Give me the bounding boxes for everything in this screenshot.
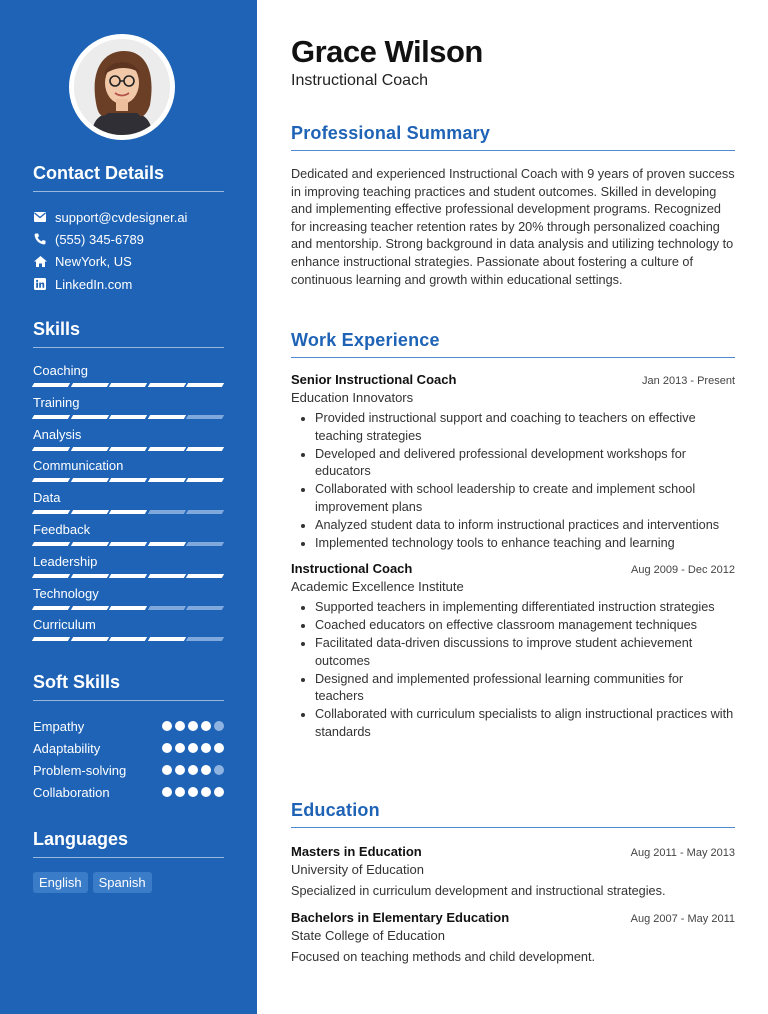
skill-segment-filled	[32, 415, 70, 419]
degree-dates: Aug 2007 - May 2011	[630, 913, 735, 925]
skill-segment-filled	[70, 510, 108, 514]
skill-segment-filled	[70, 637, 108, 641]
skill-name: Training	[33, 394, 80, 410]
skill-segment-filled	[186, 478, 224, 482]
skill-segment-filled	[109, 606, 147, 610]
rating-dot-filled	[162, 765, 172, 775]
degree-title: Masters in Education	[291, 844, 422, 859]
soft-skill-name: Collaboration	[33, 784, 110, 800]
language-pill: Spanish	[93, 872, 152, 893]
skill-segment-empty	[186, 637, 224, 641]
skill-row	[33, 609, 224, 641]
contact-list	[33, 206, 224, 295]
rating-dot-filled	[214, 743, 224, 753]
school-name: State College of Education	[291, 928, 445, 943]
education-heading: Education	[291, 800, 735, 828]
skill-segment-filled	[70, 383, 108, 387]
skill-name: Analysis	[33, 426, 82, 442]
skill-segment-filled	[32, 478, 70, 482]
soft-skill-rating	[162, 765, 224, 775]
skill-segment-filled	[109, 510, 147, 514]
skill-level-bar	[33, 574, 224, 578]
rating-dot-filled	[188, 765, 198, 775]
skill-segment-filled	[148, 542, 186, 546]
skill-name: Coaching	[33, 363, 88, 378]
job-bullet: • Collaborated with school leadership to create and implement school improvement plans	[315, 481, 735, 516]
sidebar	[0, 0, 257, 1014]
rating-dot-filled	[162, 721, 172, 731]
skill-segment-filled	[109, 542, 147, 546]
skill-segment-filled	[148, 574, 186, 578]
rating-dot-filled	[201, 787, 211, 797]
job-bullet: • Provided instructional support and coaching to teachers on effective teaching strategies	[315, 410, 735, 445]
skill-segment-filled	[32, 637, 70, 641]
rating-dot-empty	[214, 765, 224, 775]
skill-segment-filled	[109, 478, 147, 482]
education-entry	[291, 844, 735, 898]
soft-skill-row	[33, 759, 224, 781]
job-entry	[291, 372, 735, 553]
skill-segment-empty	[186, 542, 224, 546]
skill-segment-filled	[32, 574, 70, 578]
skill-segment-filled	[186, 383, 224, 387]
skill-level-bar	[33, 383, 224, 387]
job-title: Instructional Coach	[291, 560, 413, 576]
skill-level-bar	[33, 415, 224, 419]
education-entry	[291, 910, 735, 964]
summary-heading: Professional Summary	[291, 123, 735, 151]
degree-dates: Aug 2011 - May 2013	[630, 847, 735, 859]
person-portrait-icon	[74, 39, 170, 135]
soft-skill-rating	[162, 743, 224, 753]
skill-segment-filled	[148, 478, 186, 482]
job-bullet: • Coached educators on effective classroom management techniques	[315, 617, 735, 635]
rating-dot-filled	[175, 721, 185, 731]
job-bullet: • Developed and delivered professional development workshops for educators	[315, 446, 735, 481]
skill-row	[33, 387, 224, 419]
job-organization: Education Innovators	[291, 390, 414, 405]
summary-section	[291, 123, 735, 289]
skill-segment-filled	[148, 415, 186, 419]
rating-dot-filled	[188, 721, 198, 731]
contact-linkedin[interactable]	[33, 273, 224, 295]
skill-segment-filled	[32, 606, 70, 610]
rating-dot-filled	[175, 787, 185, 797]
skill-level-bar	[33, 606, 224, 610]
skill-segment-filled	[148, 637, 186, 641]
job-organization: Academic Excellence Institute	[291, 578, 464, 594]
soft-skills-list	[33, 715, 224, 803]
soft-skill-rating	[162, 787, 224, 797]
job-bullet: • Implemented technology tools to enhance teaching and learning	[315, 535, 735, 553]
contact-location	[33, 251, 224, 273]
home-icon	[33, 255, 47, 269]
skill-segment-filled	[70, 415, 108, 419]
skill-segment-filled	[32, 383, 70, 387]
skill-segment-filled	[32, 447, 70, 451]
job-title: Senior Instructional Coach	[291, 372, 457, 387]
skill-row	[33, 450, 224, 482]
soft-skill-row	[33, 781, 224, 803]
skill-level-bar	[33, 637, 224, 641]
rating-dot-filled	[162, 743, 172, 753]
skill-segment-empty	[148, 606, 186, 610]
rating-dot-filled	[201, 721, 211, 731]
profile-photo	[74, 39, 170, 135]
education-description: Specialized in curriculum development and instructional strategies.	[291, 884, 666, 898]
job-dates: Jan 2013 - Present	[642, 375, 735, 387]
skill-segment-filled	[148, 447, 186, 451]
avatar	[69, 34, 175, 140]
job-bullet: • Facilitated data-driven discussions to improve student achievement outcomes	[315, 635, 735, 670]
skill-segment-filled	[70, 478, 108, 482]
skill-level-bar	[33, 447, 224, 451]
rating-dot-empty	[214, 721, 224, 731]
skill-row	[33, 355, 224, 387]
skill-segment-filled	[109, 447, 147, 451]
soft-skill-row	[33, 737, 224, 759]
skill-level-bar	[33, 542, 224, 546]
soft-skills-section	[33, 672, 224, 803]
languages-list	[33, 872, 224, 893]
skill-segment-filled	[70, 447, 108, 451]
rating-dot-filled	[201, 743, 211, 753]
skill-row	[33, 578, 224, 610]
candidate-name: Grace Wilson	[291, 34, 483, 69]
skill-segment-filled	[70, 606, 108, 610]
skill-segment-filled	[109, 637, 147, 641]
language-pill: English	[33, 872, 88, 893]
skills-heading: Skills	[33, 319, 224, 348]
skill-segment-filled	[186, 574, 224, 578]
experience-heading: Work Experience	[291, 330, 735, 358]
skill-name: Data	[33, 490, 61, 506]
skill-name: Leadership	[33, 553, 98, 569]
rating-dot-filled	[175, 743, 185, 753]
rating-dot-filled	[162, 787, 172, 797]
summary-text: Dedicated and experienced Instructional Coach with 9 years of proven success in improving teaching practices and student outcomes. Skilled in developing and implementing effective professional development programs. Recognized for increasing teacher retention rates by 20% through personalized coaching and mentorship. Strong background in data analysis and utilizing technology to enhance instructional strategies. Passionate about fostering a culture of continuous learning and growth within educational settings.	[291, 167, 735, 287]
skill-row	[33, 482, 224, 514]
skill-segment-filled	[186, 447, 224, 451]
skill-row	[33, 514, 224, 546]
soft-skills-heading: Soft Skills	[33, 672, 224, 701]
skill-segment-empty	[186, 510, 224, 514]
skill-segment-empty	[186, 606, 224, 610]
soft-skill-name: Empathy	[33, 718, 85, 734]
job-dates: Aug 2009 - Dec 2012	[631, 563, 735, 576]
rating-dot-filled	[175, 765, 185, 775]
skill-level-bar	[33, 478, 224, 482]
job-bullets	[291, 599, 735, 742]
soft-skill-name: Adaptability	[33, 740, 101, 756]
contact-phone[interactable]	[33, 228, 224, 250]
rating-dot-filled	[188, 787, 198, 797]
skill-segment-filled	[70, 542, 108, 546]
school-name: University of Education	[291, 862, 424, 877]
skill-level-bar	[33, 510, 224, 514]
skill-segment-filled	[32, 510, 70, 514]
contact-phone-text: (555) 345-6789	[55, 231, 144, 247]
skill-segment-filled	[109, 383, 147, 387]
skill-segment-filled	[70, 574, 108, 578]
contact-heading: Contact Details	[33, 163, 224, 192]
skill-row	[33, 419, 224, 451]
languages-section	[33, 829, 224, 893]
skill-row	[33, 546, 224, 578]
experience-section	[291, 330, 735, 742]
skill-name: Communication	[33, 458, 124, 474]
job-bullet: • Collaborated with curriculum specialists to align instructional practices with standards	[315, 706, 735, 741]
rating-dot-filled	[214, 787, 224, 797]
skill-segment-filled	[32, 542, 70, 546]
skill-name: Curriculum	[33, 617, 96, 633]
candidate-title: Instructional Coach	[291, 72, 428, 89]
job-bullet: • Supported teachers in implementing differentiated instruction strategies	[315, 599, 735, 617]
skill-segment-empty	[148, 510, 186, 514]
skill-segment-empty	[186, 415, 224, 419]
contact-section	[33, 163, 224, 295]
skill-segment-filled	[109, 415, 147, 419]
education-section	[291, 800, 735, 964]
rating-dot-filled	[188, 743, 198, 753]
soft-skill-name: Problem-solving	[33, 762, 127, 778]
skill-segment-filled	[109, 574, 147, 578]
skill-name: Technology	[33, 585, 99, 601]
skills-list	[33, 355, 224, 641]
skill-segment-filled	[148, 383, 186, 387]
languages-heading: Languages	[33, 829, 224, 858]
job-bullets	[291, 410, 735, 553]
education-description: Focused on teaching methods and child development.	[291, 950, 595, 964]
contact-email[interactable]	[33, 206, 224, 228]
job-entry	[291, 561, 735, 742]
linkedin-icon	[33, 277, 47, 291]
rating-dot-filled	[201, 765, 211, 775]
skill-name: Feedback	[33, 521, 91, 537]
envelope-icon	[33, 210, 47, 224]
phone-icon	[33, 232, 47, 246]
contact-linkedin-text: LinkedIn.com	[55, 276, 133, 292]
contact-email-text: support@cvdesigner.ai	[55, 209, 188, 225]
contact-location-text: NewYork, US	[55, 254, 132, 270]
soft-skill-row	[33, 715, 224, 737]
soft-skill-rating	[162, 721, 224, 731]
job-bullet: • Designed and implemented professional learning communities for teachers	[315, 671, 735, 706]
job-bullet: • Analyzed student data to inform instructional practices and interventions	[315, 517, 735, 535]
degree-title: Bachelors in Elementary Education	[291, 910, 510, 925]
skills-section	[33, 319, 224, 641]
